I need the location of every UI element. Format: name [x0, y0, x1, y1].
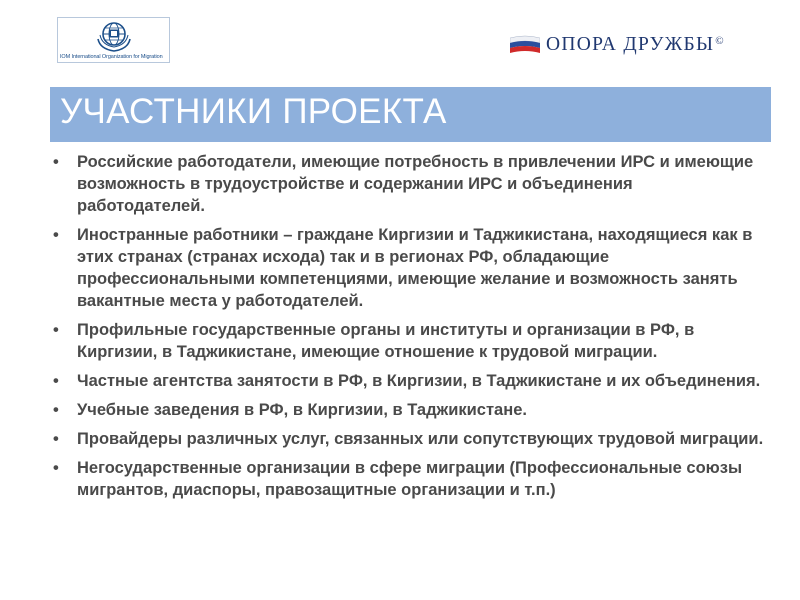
copyright-mark: © — [715, 35, 724, 47]
iom-emblem-icon — [94, 19, 134, 53]
opora-druzhby-logo — [510, 33, 724, 59]
title-bar — [50, 87, 771, 142]
list-item — [53, 428, 765, 450]
iom-caption: IOM International Organization for Migration — [60, 54, 163, 60]
list-item — [53, 399, 765, 421]
bullet-icon: • — [53, 430, 59, 448]
list-item — [53, 224, 765, 312]
iom-logo — [57, 17, 170, 63]
list-item-text: Негосударственные организации в сфере миграции (Профессиональные союзы мигрантов, диаспоры, правозащитные организации и т.п.) — [77, 459, 743, 499]
participants-list — [53, 151, 765, 501]
list-item — [53, 319, 765, 363]
russian-flag-icon — [510, 35, 540, 55]
list-item-text: Иностранные работники – граждане Киргизии и Таджикистана, находящиеся как в этих странах (странах исхода) так и в регионах РФ, обладающие профессиональными компетенциями, имеющие желание и возможность занять вакантные места у работодателей. — [77, 226, 753, 310]
list-item — [53, 151, 765, 217]
list-item — [53, 370, 765, 392]
page-title: УЧАСТНИКИ ПРОЕКТА — [60, 92, 447, 131]
bullet-icon: • — [53, 401, 59, 419]
list-item-text: Учебные заведения в РФ, в Киргизии, в Таджикистане. — [77, 401, 527, 419]
bullet-icon: • — [53, 321, 59, 339]
opora-logo-text: ОПОРА ДРУЖБЫ — [546, 34, 715, 55]
list-item — [53, 457, 765, 501]
list-item-text: Российские работодатели, имеющие потребность в привлечении ИРС и имеющие возможность в трудоустройстве и содержании ИРС и объединения работодателей. — [77, 153, 754, 215]
bullet-icon: • — [53, 226, 59, 244]
bullet-icon: • — [53, 153, 59, 171]
bullet-icon: • — [53, 372, 59, 390]
bullet-icon: • — [53, 459, 59, 477]
participants-list-container — [53, 151, 765, 508]
list-item-text: Частные агентства занятости в РФ, в Киргизии, в Таджикистане и их объединения. — [77, 372, 761, 390]
list-item-text: Профильные государственные органы и институты и организации в РФ, в Киргизии, в Таджикистане, имеющие отношение к трудовой миграции. — [77, 321, 695, 361]
list-item-text: Провайдеры различных услуг, связанных или сопутствующих трудовой миграции. — [77, 430, 764, 448]
